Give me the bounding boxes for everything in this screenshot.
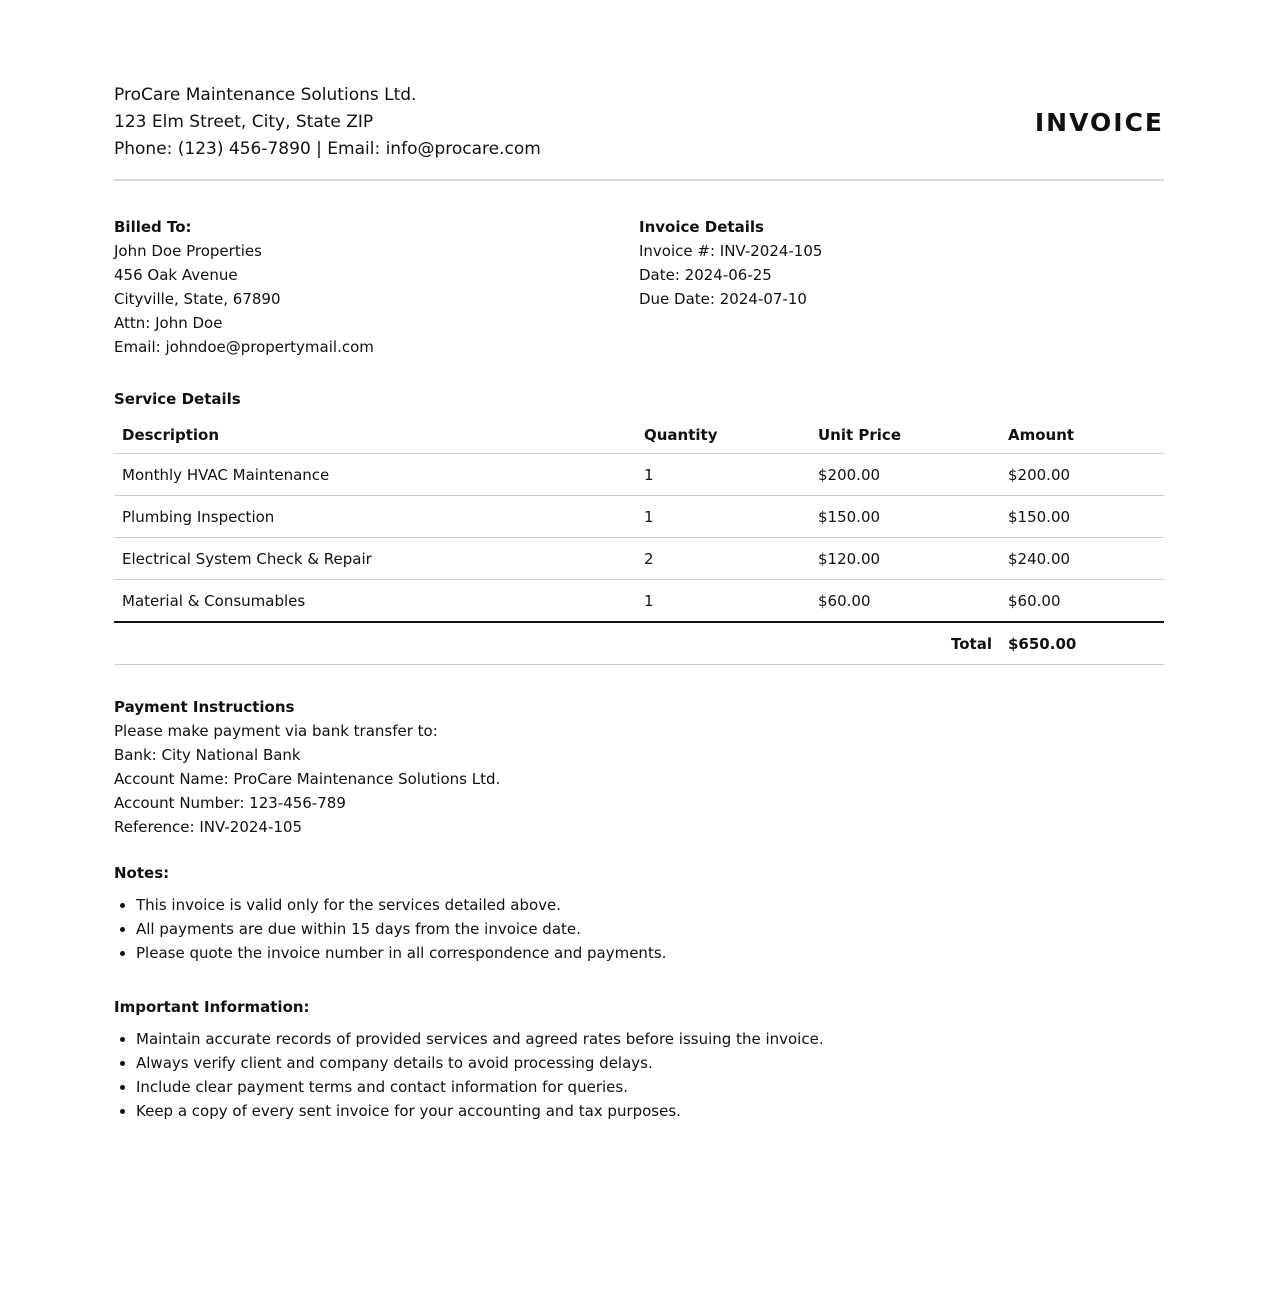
important-section: [114, 995, 1164, 1123]
column-header-description: Description: [114, 417, 636, 454]
payment-instructions: [114, 695, 1164, 839]
billed-to-heading: Billed To:: [114, 218, 192, 236]
company-info: [114, 82, 541, 163]
table-header-row: [114, 417, 1164, 454]
cell-quantity: 1: [636, 454, 810, 496]
payment-bank: Bank: City National Bank: [114, 746, 301, 764]
cell-amount: $60.00: [1000, 580, 1164, 623]
billed-to-line: Cityville, State, 67890: [114, 290, 281, 308]
list-item: • All payments are due within 15 days from the invoice date.: [136, 917, 1164, 941]
cell-quantity: 2: [636, 538, 810, 580]
total-row: [114, 622, 1164, 665]
cell-description: Electrical System Check & Repair: [114, 538, 636, 580]
table-row: [114, 454, 1164, 496]
cell-description: Plumbing Inspection: [114, 496, 636, 538]
table-row: [114, 538, 1164, 580]
total-value: $650.00: [1000, 622, 1164, 665]
cell-amount: $150.00: [1000, 496, 1164, 538]
notes-section: [114, 861, 1164, 965]
billed-to-line: 456 Oak Avenue: [114, 266, 238, 284]
parties-section: [114, 215, 1164, 359]
invoice-details-heading: Invoice Details: [639, 218, 764, 236]
list-item: • Always verify client and company details to avoid processing delays.: [136, 1051, 1164, 1075]
list-item: • This invoice is valid only for the services detailed above.: [136, 893, 1164, 917]
important-list: [114, 1027, 1164, 1123]
cell-unit-price: $120.00: [810, 538, 1000, 580]
company-contact: Phone: (123) 456-7890 | Email: info@procare.com: [114, 139, 541, 159]
total-label: Total: [114, 622, 1000, 665]
payment-reference: Reference: INV-2024-105: [114, 818, 303, 836]
payment-account-name: Account Name: ProCare Maintenance Solutions Ltd.: [114, 770, 501, 788]
cell-description: Material & Consumables: [114, 580, 636, 623]
invoice-number: Invoice #: INV-2024-105: [639, 242, 823, 260]
list-item: • Include clear payment terms and contact information for queries.: [136, 1075, 1164, 1099]
cell-quantity: 1: [636, 580, 810, 623]
invoice-due-date: Due Date: 2024-07-10: [639, 290, 807, 308]
important-heading: Important Information:: [114, 998, 310, 1016]
billed-to-line: John Doe Properties: [114, 242, 262, 260]
list-item: • Keep a copy of every sent invoice for your accounting and tax purposes.: [136, 1099, 1164, 1123]
cell-amount: $240.00: [1000, 538, 1164, 580]
billed-to-line: Attn: John Doe: [114, 314, 223, 332]
column-header-unit-price: Unit Price: [810, 417, 1000, 454]
list-item: • Please quote the invoice number in all correspondence and payments.: [136, 941, 1164, 965]
company-name: ProCare Maintenance Solutions Ltd.: [114, 85, 417, 105]
notes-list: [114, 893, 1164, 965]
company-address: 123 Elm Street, City, State ZIP: [114, 112, 374, 132]
payment-heading: Payment Instructions: [114, 698, 295, 716]
service-details-heading: Service Details: [114, 390, 241, 408]
table-row: [114, 580, 1164, 623]
cell-unit-price: $150.00: [810, 496, 1000, 538]
document-title: INVOICE: [1034, 108, 1164, 137]
cell-amount: $200.00: [1000, 454, 1164, 496]
service-table: [114, 417, 1164, 665]
cell-unit-price: $60.00: [810, 580, 1000, 623]
column-header-quantity: Quantity: [636, 417, 810, 454]
payment-line: Please make payment via bank transfer to:: [114, 722, 438, 740]
notes-heading: Notes:: [114, 864, 170, 882]
invoice-header: [114, 82, 1164, 181]
cell-unit-price: $200.00: [810, 454, 1000, 496]
invoice-date: Date: 2024-06-25: [639, 266, 772, 284]
payment-account-number: Account Number: 123-456-789: [114, 794, 346, 812]
invoice-details-block: [639, 215, 1164, 359]
invoice-page: [114, 82, 1164, 1123]
billed-to-email: Email: johndoe@propertymail.com: [114, 338, 374, 356]
cell-description: Monthly HVAC Maintenance: [114, 454, 636, 496]
table-row: [114, 496, 1164, 538]
billed-to-block: [114, 215, 639, 359]
cell-quantity: 1: [636, 496, 810, 538]
column-header-amount: Amount: [1000, 417, 1164, 454]
list-item: • Maintain accurate records of provided services and agreed rates before issuing the invoice.: [136, 1027, 1164, 1051]
